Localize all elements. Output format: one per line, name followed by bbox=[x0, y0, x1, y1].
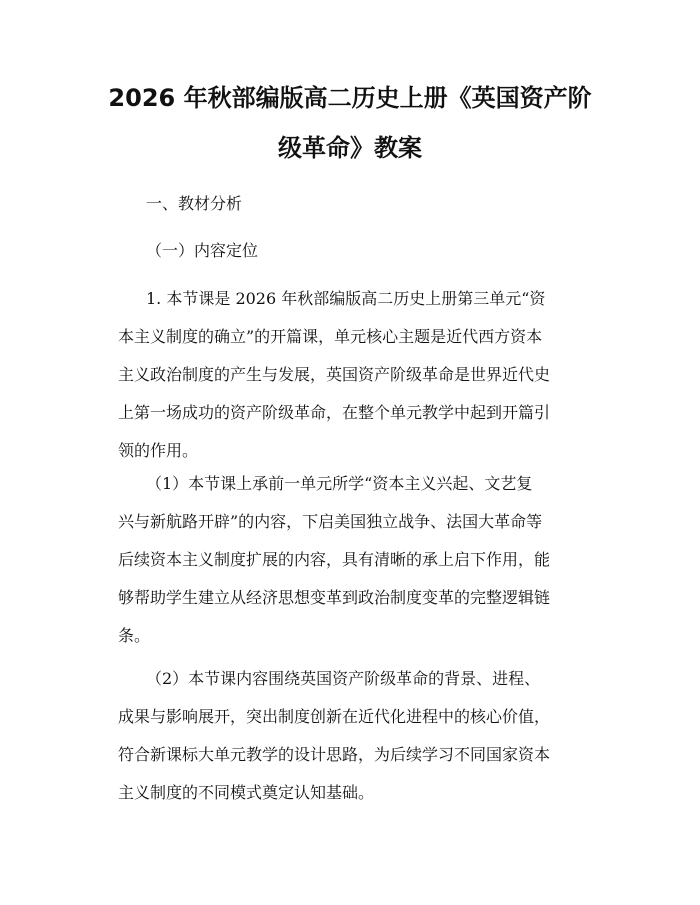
paragraph-3 bbox=[118, 660, 598, 812]
paragraph-1-line: 本主义制度的确立”的开篇课，单元核心主题是近代西方资本 bbox=[118, 327, 543, 346]
paragraph-1-line: 领的作用。 bbox=[118, 441, 199, 460]
paragraph-2 bbox=[118, 465, 598, 655]
document-title-line-1: 2026 年秋部编版高二历史上册《英国资产阶 bbox=[108, 84, 592, 112]
paragraph-2-line: （1）本节课上承前一单元所学“资本主义兴起、文艺复 bbox=[146, 474, 533, 493]
document-title-line-2: 级革命》教案 bbox=[278, 134, 422, 162]
paragraph-3-line: 成果与影响展开，突出制度创新在近代化进程中的核心价值， bbox=[118, 707, 551, 726]
paragraph-1-line: 1. 本节课是 2026 年秋部编版高二历史上册第三单元“资 bbox=[146, 289, 546, 308]
paragraph-2-line: 后续资本主义制度扩展的内容，具有清晰的承上启下作用，能 bbox=[118, 550, 551, 569]
paragraph-1 bbox=[118, 280, 598, 470]
paragraph-1-line: 上第一场成功的资产阶级革命，在整个单元教学中起到开篇引 bbox=[118, 403, 551, 422]
paragraph-2-line: 条。 bbox=[118, 626, 151, 645]
section-heading: 一、教材分析 bbox=[146, 194, 243, 213]
paragraph-3-line: （2）本节课内容围绕英国资产阶级革命的背景、进程、 bbox=[146, 669, 541, 688]
paragraph-2-line: 兴与新航路开辟”的内容，下启美国独立战争、法国大革命等 bbox=[118, 512, 543, 531]
paragraph-3-line: 符合新课标大单元教学的设计思路，为后续学习不同国家资本 bbox=[118, 745, 551, 764]
paragraph-1-line: 主义政治制度的产生与发展，英国资产阶级革命是世界近代史 bbox=[118, 365, 551, 384]
paragraph-2-line: 够帮助学生建立从经济思想变革到政治制度变革的完整逻辑链 bbox=[118, 588, 551, 607]
paragraph-3-line: 主义制度的不同模式奠定认知基础。 bbox=[118, 783, 375, 802]
subsection-heading: （一）内容定位 bbox=[146, 241, 259, 260]
